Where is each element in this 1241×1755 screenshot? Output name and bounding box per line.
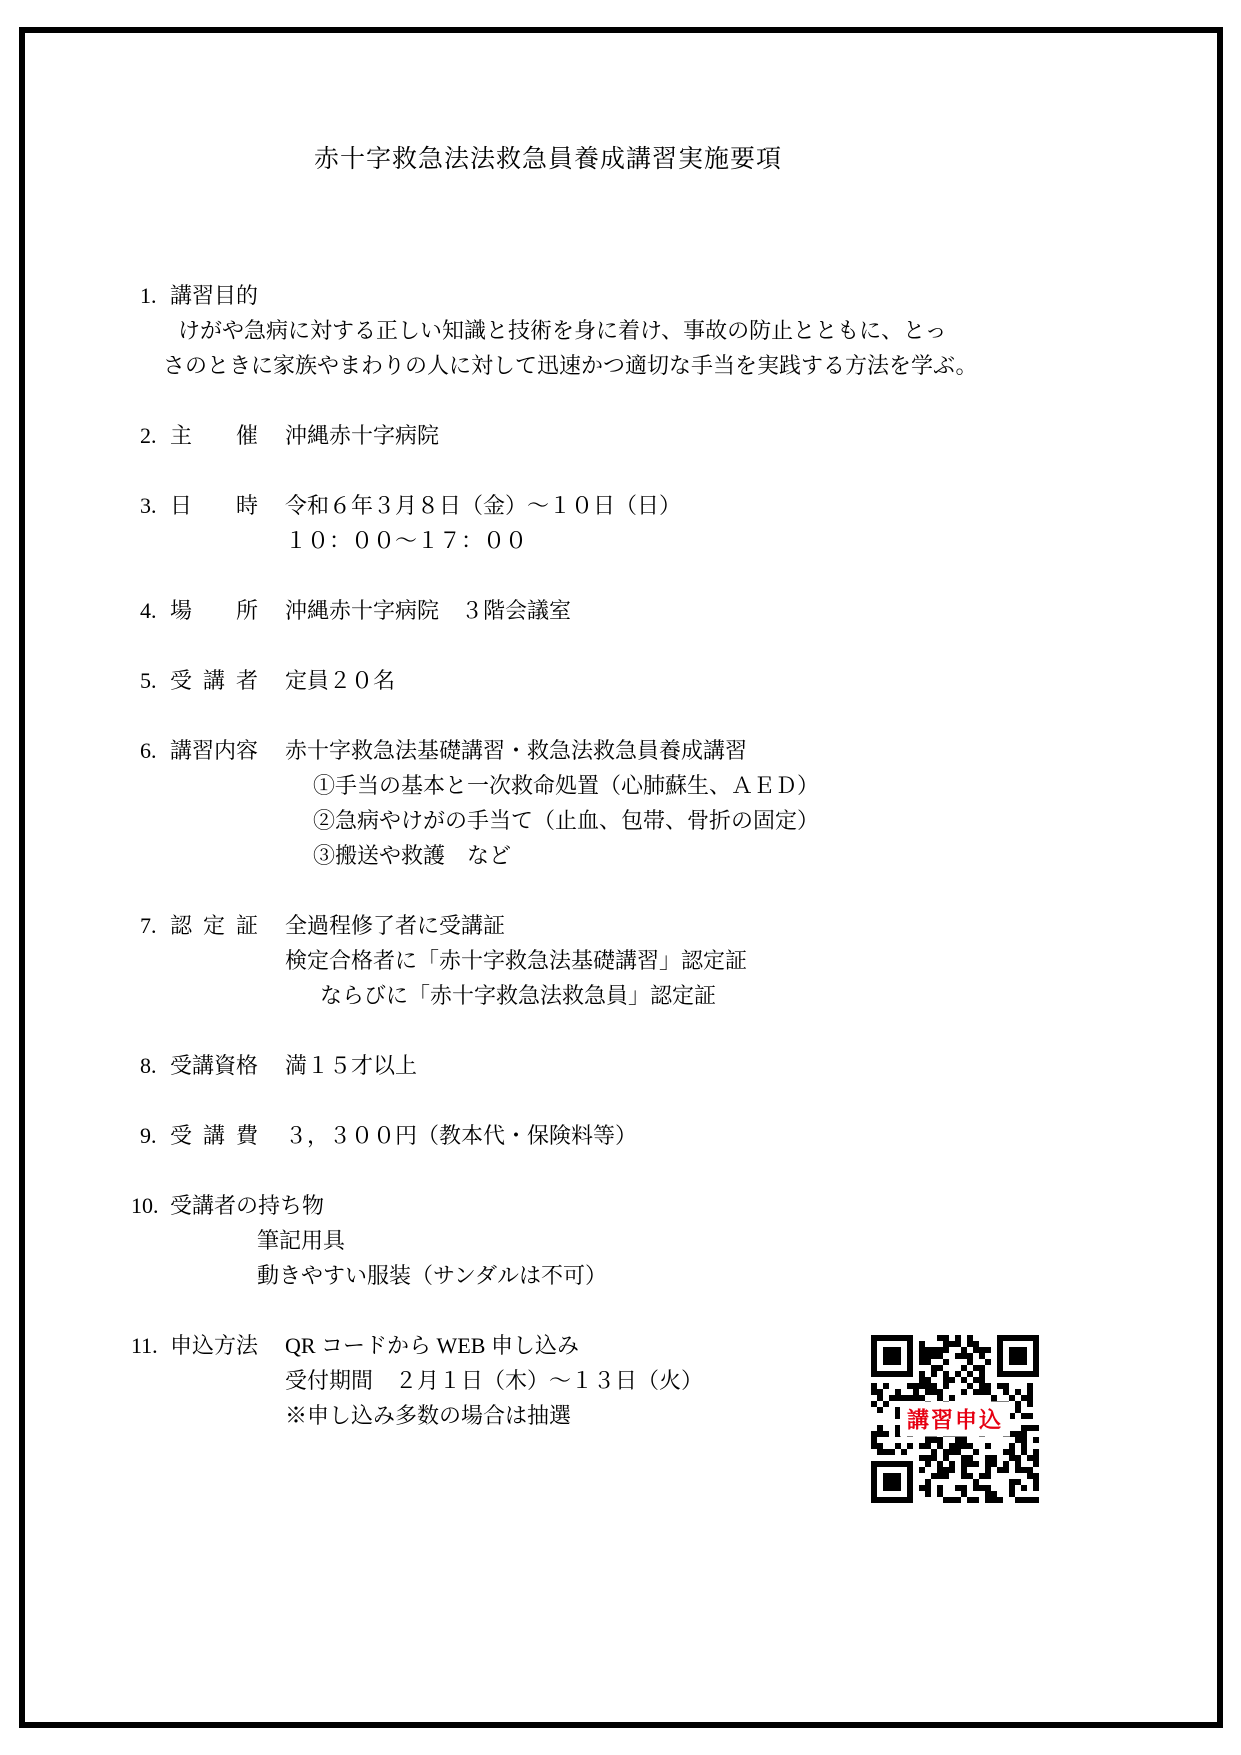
item-1-text-line-1: けがや急病に対する正しい知識と技術を身に着け、事故の防止とともに、とっ xyxy=(178,318,947,343)
item-9-value: ３，３００円（教本代・保険料等） xyxy=(285,1123,638,1148)
item-2-value: 沖縄赤十字病院 xyxy=(285,423,440,448)
list-item-6 xyxy=(0,733,1241,873)
item-9-number: 9. xyxy=(140,1123,157,1148)
qr-code xyxy=(871,1335,1039,1503)
list-item-3 xyxy=(0,488,1241,558)
item-list xyxy=(0,278,1241,1468)
item-6-sub-3: ③搬送や救護 など xyxy=(313,843,512,868)
item-11-label: 申込方法 xyxy=(170,1333,259,1358)
list-item-5 xyxy=(0,663,1241,698)
item-3-time: １０：００～１７：００ xyxy=(285,528,528,553)
item-1-number: 1. xyxy=(140,283,157,308)
item-7-line-3: ならびに「赤十字救急法救急員」認定証 xyxy=(320,983,717,1008)
item-4-number: 4. xyxy=(140,598,157,623)
item-3-date: 令和６年３月８日（金）～１０日（日） xyxy=(285,493,682,518)
list-item-10 xyxy=(0,1188,1241,1293)
list-item-7 xyxy=(0,908,1241,1013)
item-2-number: 2. xyxy=(140,423,157,448)
item-4-value: 沖縄赤十字病院 ３階会議室 xyxy=(285,598,572,623)
item-6-sub-2: ②急病やけがの手当て（止血、包帯、骨折の固定） xyxy=(313,808,820,833)
page-title: 赤十字救急法法救急員養成講習実施要項 xyxy=(313,146,782,173)
item-5-number: 5. xyxy=(140,668,157,693)
item-1-label: 講習目的 xyxy=(170,283,259,308)
qr-center-label: 講習申込 xyxy=(900,1402,1010,1437)
list-item-2 xyxy=(0,418,1241,453)
item-10-label: 受講者の持ち物 xyxy=(170,1193,325,1218)
item-5-value: 定員２０名 xyxy=(285,668,396,693)
item-9-label: 受 講 費 xyxy=(170,1123,259,1148)
item-10-number: 10. xyxy=(131,1193,159,1218)
item-11-line-2: 受付期間 ２月１日（木）～１３日（火） xyxy=(285,1368,704,1393)
list-item-11 xyxy=(0,1328,1241,1433)
item-3-number: 3. xyxy=(140,493,157,518)
item-2-label: 主 催 xyxy=(170,423,259,448)
item-8-number: 8. xyxy=(140,1053,157,1078)
list-item-8 xyxy=(0,1048,1241,1083)
item-8-label: 受講資格 xyxy=(170,1053,259,1078)
item-6-number: 6. xyxy=(140,738,157,763)
item-8-value: 満１５才以上 xyxy=(285,1053,418,1078)
item-11-line-1: QR コードから WEB 申し込み xyxy=(285,1333,579,1358)
list-item-4 xyxy=(0,593,1241,628)
item-7-label: 認 定 証 xyxy=(170,913,259,938)
item-7-line-1: 全過程修了者に受講証 xyxy=(285,913,506,938)
item-1-text-line-2: さのときに家族やまわりの人に対して迅速かつ適切な手当を実践する方法を学ぶ。 xyxy=(163,353,978,378)
item-7-line-2: 検定合格者に「赤十字救急法基礎講習」認定証 xyxy=(285,948,748,973)
item-4-label: 場 所 xyxy=(170,598,259,623)
list-item-9 xyxy=(0,1118,1241,1153)
item-3-label: 日 時 xyxy=(170,493,259,518)
item-6-sub-1: ①手当の基本と一次救命処置（心肺蘇生、ＡＥＤ） xyxy=(313,773,820,798)
item-11-line-3: ※申し込み多数の場合は抽選 xyxy=(285,1403,572,1428)
list-item-1 xyxy=(0,278,1241,383)
item-10-sub-1: 筆記用具 xyxy=(257,1228,346,1253)
item-10-sub-2: 動きやすい服装（サンダルは不可） xyxy=(257,1263,608,1288)
item-6-label: 講習内容 xyxy=(170,738,259,763)
item-5-label: 受 講 者 xyxy=(170,668,259,693)
item-7-number: 7. xyxy=(140,913,157,938)
item-11-number: 11. xyxy=(131,1333,158,1358)
item-6-value: 赤十字救急法基礎講習・救急法救急員養成講習 xyxy=(285,738,748,763)
